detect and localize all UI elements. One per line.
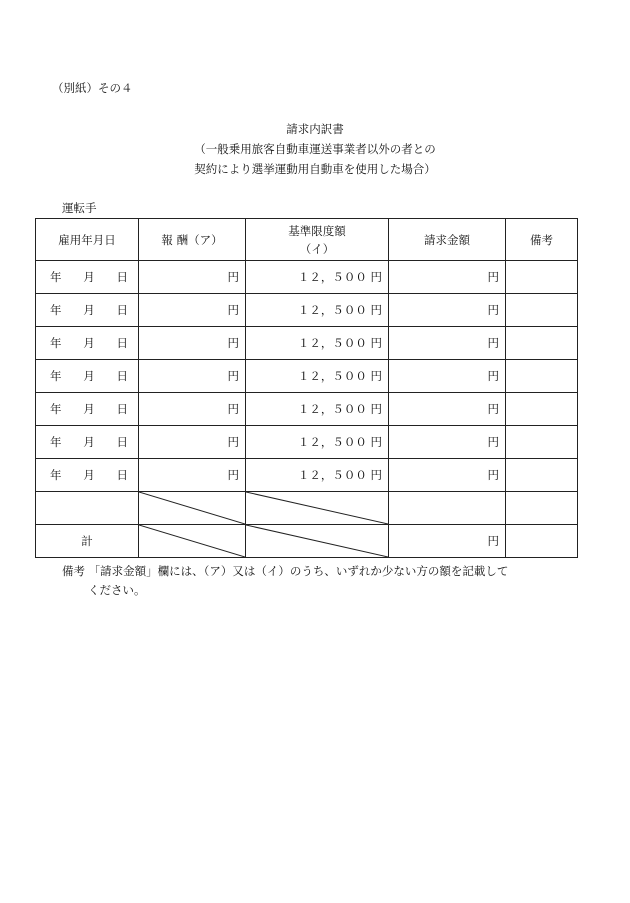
table-row — [36, 261, 578, 294]
day-label: 日 — [116, 435, 128, 449]
date-cell — [36, 294, 139, 327]
remarks-note-line2: ください。 — [88, 583, 146, 597]
fee-cell: 円 — [139, 294, 246, 327]
date-cell — [36, 426, 139, 459]
document-subtitle-line2: 契約により選挙運動用自動車を使用した場合） — [194, 162, 436, 176]
diagonal-strike-line — [246, 525, 388, 557]
fee-cell: 円 — [139, 459, 246, 492]
blank-claim-cell — [389, 492, 506, 525]
day-label: 日 — [116, 402, 128, 416]
day-label: 日 — [116, 270, 128, 284]
month-label: 月 — [83, 336, 95, 350]
header-employment-date: 雇用年月日 — [36, 219, 139, 261]
title-block — [0, 119, 630, 179]
fee-cell: 円 — [139, 261, 246, 294]
header-standard-limit-line2: （イ） — [299, 241, 335, 256]
total-row — [36, 525, 578, 558]
remarks-cell — [506, 327, 578, 360]
month-label: 月 — [83, 369, 95, 383]
limit-cell: １２，５００ 円 — [246, 261, 389, 294]
diagonal-strike-line — [139, 525, 245, 557]
header-standard-limit-line1: 基準限度額 — [288, 223, 346, 238]
diagonal-cell — [246, 525, 389, 558]
date-cell — [36, 459, 139, 492]
claim-cell: 円 — [389, 261, 506, 294]
remarks-cell — [506, 426, 578, 459]
claim-cell: 円 — [389, 294, 506, 327]
diagonal-cell — [246, 492, 389, 525]
month-label: 月 — [83, 270, 95, 284]
remarks-cell — [506, 360, 578, 393]
claim-cell: 円 — [389, 426, 506, 459]
table-row — [36, 327, 578, 360]
day-label: 日 — [116, 369, 128, 383]
limit-cell: １２，５００ 円 — [246, 294, 389, 327]
year-label: 年 — [50, 303, 62, 317]
date-cell — [36, 327, 139, 360]
claim-cell: 円 — [389, 360, 506, 393]
diagonal-cell — [139, 525, 246, 558]
fee-cell: 円 — [139, 393, 246, 426]
blank-date-cell — [36, 492, 139, 525]
header-fee: 報 酬（ア） — [139, 219, 246, 261]
claim-cell: 円 — [389, 327, 506, 360]
blank-row — [36, 492, 578, 525]
date-cell — [36, 261, 139, 294]
year-label: 年 — [50, 435, 62, 449]
year-label: 年 — [50, 270, 62, 284]
header-claim-amount: 請求金額 — [389, 219, 506, 261]
fee-cell: 円 — [139, 426, 246, 459]
limit-cell: １２，５００ 円 — [246, 426, 389, 459]
fee-cell: 円 — [139, 327, 246, 360]
remarks-cell — [506, 261, 578, 294]
diagonal-strike-line — [139, 492, 245, 524]
date-cell — [36, 393, 139, 426]
total-remarks-cell — [506, 525, 578, 558]
table-row — [36, 294, 578, 327]
remarks-cell — [506, 459, 578, 492]
table-header-row — [36, 219, 578, 261]
month-label: 月 — [83, 402, 95, 416]
month-label: 月 — [83, 303, 95, 317]
remarks-cell — [506, 393, 578, 426]
driver-label: 運転手 — [62, 201, 97, 215]
header-standard-limit — [246, 219, 389, 261]
month-label: 月 — [83, 468, 95, 482]
table-row — [36, 459, 578, 492]
claim-breakdown-table — [35, 218, 578, 558]
document-reference: （別紙）その４ — [52, 81, 133, 95]
day-label: 日 — [116, 336, 128, 350]
claim-cell: 円 — [389, 459, 506, 492]
document-title: 請求内訳書 — [286, 122, 344, 136]
remarks-cell — [506, 294, 578, 327]
total-label: 計 — [36, 525, 139, 558]
fee-cell: 円 — [139, 360, 246, 393]
remarks-note — [62, 562, 592, 600]
year-label: 年 — [50, 468, 62, 482]
year-label: 年 — [50, 369, 62, 383]
table-row — [36, 393, 578, 426]
limit-cell: １２，５００ 円 — [246, 360, 389, 393]
table-row — [36, 360, 578, 393]
remarks-note-line1: 備考 「請求金額」欄には、（ア）又は（イ）のうち、いずれか少ない方の額を記載して — [62, 564, 509, 578]
month-label: 月 — [83, 435, 95, 449]
header-remarks: 備考 — [506, 219, 578, 261]
limit-cell: １２，５００ 円 — [246, 327, 389, 360]
year-label: 年 — [50, 336, 62, 350]
total-claim-cell: 円 — [389, 525, 506, 558]
date-cell — [36, 360, 139, 393]
document-subtitle-line1: （一般乗用旅客自動車運送事業者以外の者との — [194, 142, 436, 156]
blank-remarks-cell — [506, 492, 578, 525]
claim-cell: 円 — [389, 393, 506, 426]
table-row — [36, 426, 578, 459]
diagonal-cell — [139, 492, 246, 525]
day-label: 日 — [116, 468, 128, 482]
year-label: 年 — [50, 402, 62, 416]
diagonal-strike-line — [246, 492, 388, 524]
limit-cell: １２，５００ 円 — [246, 393, 389, 426]
day-label: 日 — [116, 303, 128, 317]
limit-cell: １２，５００ 円 — [246, 459, 389, 492]
